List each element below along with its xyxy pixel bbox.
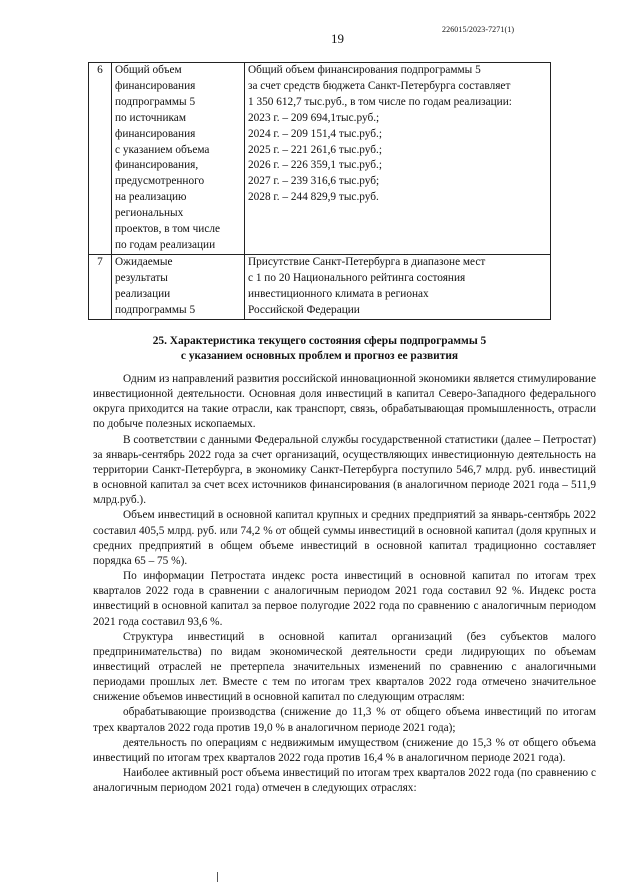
row-name-cell [112, 63, 245, 255]
body-text [93, 372, 596, 796]
paragraph: Структура инвестиций в основной капитал организаций (без субъектов малого предпринимательства) по видам экономической деятельности среди лидирующих по объемам инвестиций отраслей не претерпела значительных изменений по сравнению с аналогичными периодами прошлых лет. Вместе с тем по итогам трех кварталов 2022 года отмечено значительное снижение объемов инвестиций в основной капитал по следующим отраслям: [93, 630, 596, 704]
paragraph: деятельность по операциям с недвижимым имуществом (снижение до 15,3 % от общего объема инвестиций по итогам трех кварталов 2022 года против 16,4 % в аналогичном периоде 2021 года). [93, 736, 596, 764]
section-title-line: с указанием основных проблем и прогноз ее развития [180, 350, 459, 362]
section-title [88, 334, 551, 364]
row-name-line: проектов, в том числе [115, 223, 220, 236]
row-value-line: 2023 г. – 209 694,1тыс.руб.; [248, 111, 380, 124]
row-number: 6 [89, 63, 112, 255]
row-value-line: Общий объем финансирования подпрограммы 5 [248, 64, 481, 76]
row-name-line: подпрограммы 5 [115, 303, 196, 316]
row-name-line: с указанием объема [115, 143, 210, 156]
row-value-line: 2024 г. – 209 151,4 тыс.руб.; [248, 127, 382, 140]
row-value-line: Российской Федерации [248, 303, 360, 316]
row-value-line: с 1 по 20 Национального рейтинга состояния [248, 271, 466, 284]
row-value-line: 2025 г. – 221 261,6 тыс.руб.; [248, 143, 382, 156]
paragraph: По информации Петростата индекс роста инвестиций в основной капитал по итогам трех кварталов 2022 года в сравнении с аналогичным периодом 2021 года составил 92 %. Индекс роста инвестиций в основной капитал за первое полугодие 2022 года по сравнению с аналогичным периодом 2021 года составил 93,6 %. [93, 570, 596, 628]
row-name-cell [112, 254, 245, 319]
paragraph: В соответствии с данными Федеральной службы государственной статистики (далее – Петростат) за январь-сентябрь 2022 года за счет организаций, осуществляющих инвестиционную деятельность на территории Санкт-Петербурга, в экономику Санкт-Петербурга поступило 546,7 млрд. руб. инвестиций в основной капитал за счет всех источников финансирования (в аналогичном периоде 2021 года – 511,9 млрд.руб.). [93, 433, 596, 507]
row-name-line: по годам реализации [115, 238, 216, 251]
row-value-cell [245, 254, 551, 319]
document-id: 226015/2023-7271(1) [442, 25, 515, 34]
row-name-line: Общий объем [115, 64, 182, 76]
program-info-table [88, 62, 551, 320]
row-value-line: 2026 г. – 226 359,1 тыс.руб.; [248, 159, 382, 172]
row-value-line: 1 350 612,7 тыс.руб., в том числе по годам реализации: [248, 95, 512, 108]
paragraph: Наиболее активный рост объема инвестиций по итогам трех кварталов 2022 года (по сравнению с аналогичным периодом 2021 года) отмечен в следующих отраслях: [93, 767, 596, 795]
row-name-line: финансирования, [115, 159, 199, 172]
row-name-line: результаты [115, 271, 168, 284]
row-value-line: инвестиционного климата в регионах [248, 287, 429, 300]
table-row [89, 63, 551, 255]
row-value-cell [245, 63, 551, 255]
row-name-line: региональных [115, 207, 184, 220]
page-number: 19 [331, 31, 344, 46]
row-value-line: за счет средств бюджета Санкт-Петербурга составляет [248, 79, 511, 92]
row-name-line: на реализацию [115, 191, 187, 204]
row-number: 7 [89, 254, 112, 319]
row-name-line: по источникам [115, 111, 186, 124]
row-value-line: 2027 г. – 239 316,6 тыс.руб; [248, 175, 380, 188]
paragraph: Одним из направлений развития российской инновационной экономики является стимулирование инвестиционной деятельности. Основная доля инвестиций в капитал Северо-Западного федерального округа приходится на такие отрасли, как транспорт, связь, обрабатывающая промышленность, отрасли по добыче полезных ископаемых. [93, 373, 596, 431]
row-name-line: финансирования [115, 127, 196, 140]
scan-mark [217, 872, 218, 882]
row-name-line: Ожидаемые [115, 255, 173, 268]
row-value-line: 2028 г. – 244 829,9 тыс.руб. [248, 191, 379, 204]
row-name-line: финансирования [115, 79, 196, 92]
row-name-line: подпрограммы 5 [115, 95, 196, 108]
row-value-line: Присутствие Санкт-Петербурга в диапазоне мест [248, 255, 486, 268]
paragraph: обрабатывающие производства (снижение до 11,3 % от общего объема инвестиций по итогам трех кварталов 2022 года против 19,0 % в аналогичном периоде 2021 года); [93, 706, 596, 734]
paragraph: Объем инвестиций в основной капитал крупных и средних предприятий за январь-сентябрь 2022 составил 405,5 млрд. руб. или 74,2 % от общей суммы инвестиций в основной капитал (доля крупных и средних предприятий в общем объеме инвестиций в основной капитал традиционно составляет порядка 65 – 75 %). [93, 509, 596, 567]
row-name-line: реализации [115, 287, 171, 300]
row-name-line: предусмотренного [115, 175, 205, 188]
section-title-line: 25. Характеристика текущего состояния сферы подпрограммы 5 [152, 335, 487, 347]
table-row [89, 254, 551, 319]
